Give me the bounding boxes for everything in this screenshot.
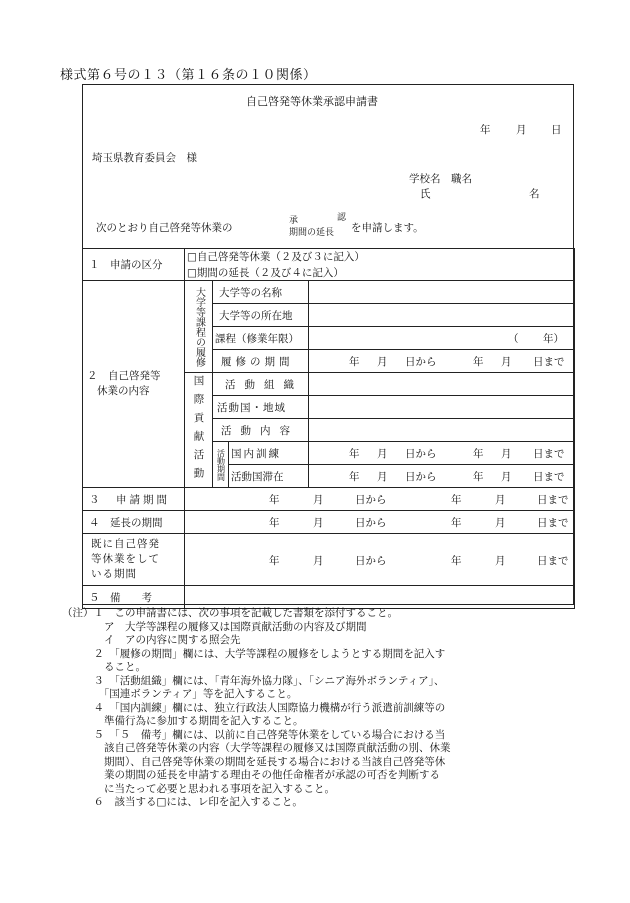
row-university-address-label	[213, 304, 309, 327]
domestic-training-label-text: 国内訓練	[231, 447, 281, 460]
statement-approval-a: 承	[289, 216, 299, 226]
statement-extension: 期間の延長	[289, 228, 335, 238]
application-period-field[interactable]	[185, 488, 575, 511]
university-name-label: 大学等の名称	[219, 286, 282, 299]
section2-label	[83, 281, 185, 488]
remarks-field[interactable]	[185, 586, 575, 609]
domestic-end-day: 日まで	[533, 448, 565, 460]
study-period-label	[213, 350, 309, 373]
note-line: ５ 「５ 備考」欄には、以前に自己啓発等休業をしている場合における当	[62, 728, 446, 741]
activity-content-label-text: 活動内容	[221, 424, 299, 437]
prior-leave-line1: 既に自己啓発	[91, 538, 160, 550]
course-years-paren: （	[508, 333, 519, 345]
statement-prefix: 次のとおり自己啓発等休業の	[96, 222, 233, 234]
addressee: 埼玉県教育委員会 様	[92, 152, 197, 164]
ext-start-day: 日から	[355, 517, 387, 529]
apply-end-day: 日まで	[537, 494, 569, 506]
activity-country-label	[213, 396, 309, 419]
note-line: に当たって必要と思われる事項を記入すること。	[62, 782, 335, 795]
statement-approval-b: 認	[337, 213, 347, 223]
abroad-end-month: 月	[501, 471, 512, 483]
prior-leave-label	[83, 534, 185, 586]
prior-leave-line3: いる期間	[91, 568, 137, 580]
activity-org-label	[213, 373, 309, 396]
apply-start-month: 月	[313, 494, 324, 506]
apply-start-day: 日から	[355, 494, 387, 506]
study-end-day: 日まで	[533, 356, 565, 368]
prior-end-month: 月	[495, 554, 506, 567]
prior-leave-line2: 等休業をして	[91, 553, 160, 565]
domestic-end-month: 月	[501, 448, 512, 460]
date-month-label: 月	[516, 124, 527, 136]
study-start-day: 日から	[405, 356, 437, 368]
section5-label	[83, 586, 185, 609]
note-line: ア 大学等課程の履修又は国際貢献活動の内容及び期間	[62, 620, 367, 633]
section5-label-text: ５ 備 考	[89, 591, 152, 604]
domestic-start-month: 月	[377, 448, 388, 460]
apply-start-year: 年	[269, 494, 280, 506]
note-line: ること。	[62, 661, 146, 673]
domestic-start-year: 年	[349, 448, 360, 460]
prior-start-month: 月	[313, 554, 324, 567]
study-end-year: 年	[473, 356, 484, 368]
prior-end-day: 日まで	[537, 554, 569, 567]
course-years-field[interactable]	[309, 327, 575, 350]
study-period-label-text: 履修の期間	[221, 355, 294, 368]
date-year-label: 年	[480, 124, 491, 136]
abroad-stay-label: 活動国滞在	[229, 465, 309, 488]
note-line: 期間）、自己啓発等休業の期間を延長する場合における当該自己啓発等休	[62, 755, 446, 768]
section4-label: ４ 延長の期間	[83, 511, 185, 534]
activity-country-field[interactable]	[309, 396, 575, 419]
ext-end-day: 日まで	[537, 517, 569, 529]
ext-start-month: 月	[313, 517, 324, 529]
abroad-start-year: 年	[349, 471, 360, 483]
section2-label-line1: ２ 自己啓発等	[87, 370, 161, 382]
ext-end-year: 年	[451, 517, 462, 529]
name-label-right: 名	[529, 188, 540, 200]
abroad-end-year: 年	[473, 471, 484, 483]
abroad-stay-field[interactable]	[309, 465, 575, 488]
apply-end-month: 月	[495, 494, 506, 506]
option-extension-checkbox[interactable]: □期間の延長（２及び４に記入）	[185, 265, 575, 281]
activity-content-field[interactable]	[309, 419, 575, 442]
university-address-field[interactable]	[309, 304, 575, 327]
university-address-label: 大学等の所在地	[219, 309, 293, 322]
option-leave-checkbox[interactable]: □自己啓発等休業（２及び３に記入）	[185, 249, 575, 265]
activity-org-label-text: 活動組織	[225, 378, 303, 391]
university-name-field[interactable]	[309, 281, 575, 304]
study-start-year: 年	[349, 356, 360, 368]
school-title-label: 学校名 職名	[409, 173, 472, 185]
statement-suffix: を申請します。	[351, 222, 424, 234]
domestic-training-label	[229, 442, 309, 465]
domestic-end-year: 年	[473, 448, 484, 460]
note-line: ４ 「国内訓練」欄には、独立行政法人国際協力機構が行う派遣前訓練等の	[62, 701, 446, 714]
abroad-start-day: 日から	[405, 471, 437, 483]
form-number: 様式第６号の１３（第１６条の１０関係）	[60, 68, 317, 83]
domestic-start-day: 日から	[405, 448, 437, 460]
note-line: ６ 該当する□には、レ印を記入すること。	[62, 796, 303, 808]
ext-start-year: 年	[269, 517, 280, 529]
notes-section	[62, 607, 574, 810]
prior-leave-field[interactable]	[185, 534, 575, 586]
extension-period-field[interactable]	[185, 511, 575, 534]
study-period-field[interactable]	[309, 350, 575, 373]
section3-label	[83, 488, 185, 511]
note-line: 業の期間の延長を申請する理由その他任命権者が承認の可否を判断する	[62, 769, 440, 781]
prior-start-year: 年	[269, 554, 280, 567]
section1-label: １ 申請の区分	[83, 249, 185, 281]
course-years-unit: 年）	[543, 333, 564, 345]
form-title: 自己啓発等休業承認申請書	[246, 95, 378, 108]
activity-country-label-text: 活動国・地域	[217, 401, 286, 414]
note-line: 準備行為に参加する期間を記入すること。	[62, 715, 304, 727]
note-line: 「国連ボランティア」等を記入すること。	[62, 688, 298, 700]
activity-period-group-label: 活動期間	[213, 442, 229, 488]
university-course-group-label: 大学等課程の履修	[185, 281, 213, 373]
course-years-label: 課程（修業年限）	[213, 327, 309, 350]
international-contribution-group-label: 国際貢献活動	[185, 373, 213, 488]
activity-content-label	[213, 419, 309, 442]
date-day-label: 日	[551, 124, 562, 136]
note-line: ２ 「履修の期間」欄には、大学等課程の履修をしようとする期間を記入す	[62, 647, 446, 660]
study-end-month: 月	[501, 356, 512, 368]
section3-label-text: ３ 申請期間	[89, 493, 170, 506]
prior-start-day: 日から	[355, 554, 387, 567]
name-label-left: 氏	[420, 188, 431, 200]
note-line: （注）１ この申請書には、次の事項を記載した書類を添付すること。	[62, 607, 398, 619]
note-line: ３ 「活動組織」欄には、「青年海外協力隊」、「シニア海外ボランティア」、	[62, 674, 445, 687]
application-table	[82, 248, 575, 609]
prior-end-year: 年	[451, 554, 462, 567]
note-line: 該自己啓発等休業の内容（大学等課程の履修又は国際貢献活動の別、休業	[62, 742, 451, 754]
note-line: イ アの内容に関する照会先	[62, 634, 241, 646]
abroad-end-day: 日まで	[533, 471, 565, 483]
abroad-start-month: 月	[377, 471, 388, 483]
ext-end-month: 月	[495, 517, 506, 529]
row-university-name-label	[213, 281, 309, 304]
apply-end-year: 年	[451, 494, 462, 506]
section2-label-line2: 休業の内容	[97, 385, 150, 397]
study-start-month: 月	[377, 356, 388, 368]
domestic-training-field[interactable]	[309, 442, 575, 465]
activity-org-field[interactable]	[309, 373, 575, 396]
